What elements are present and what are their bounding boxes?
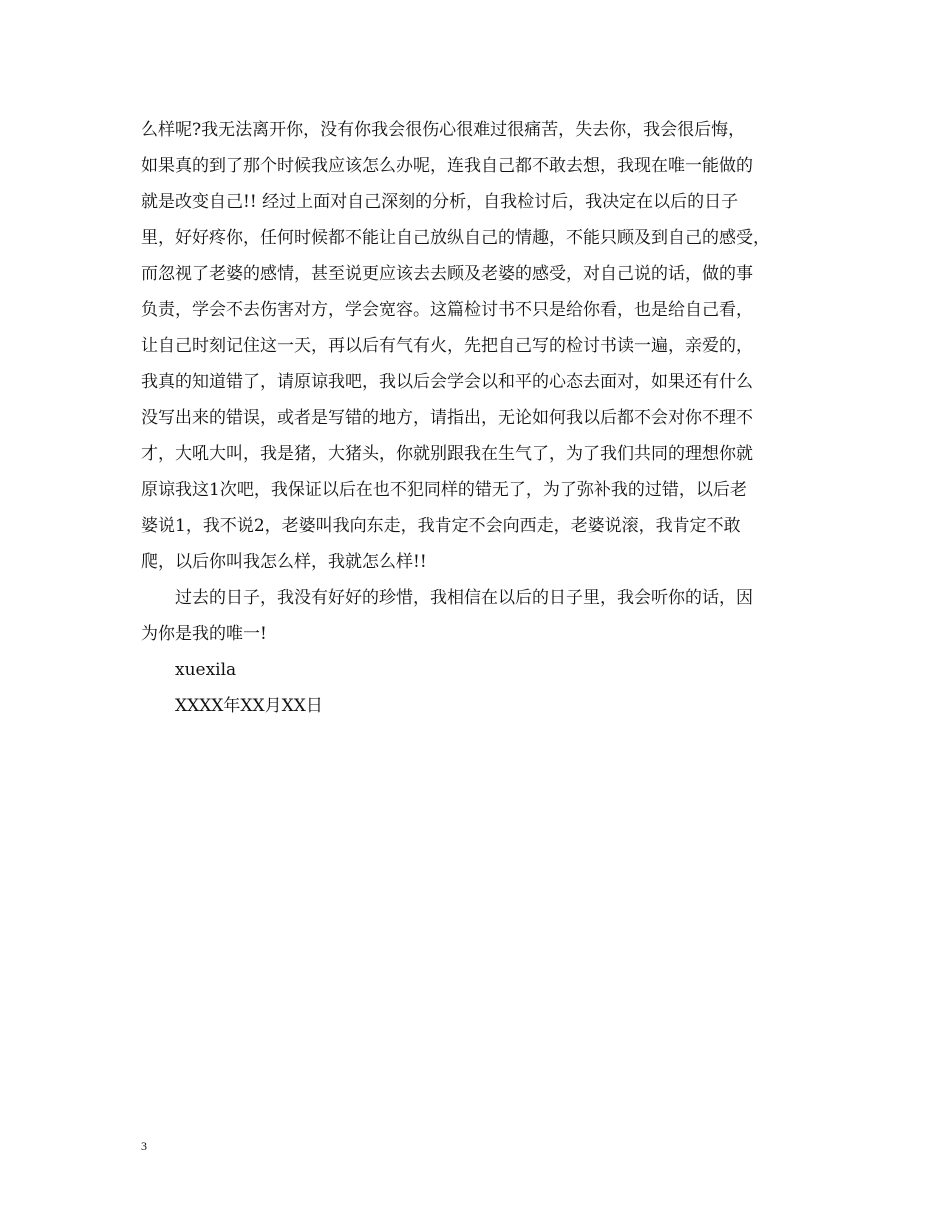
paragraph-line: 爬，以后你叫我怎么样，我就怎么样!! — [141, 552, 427, 572]
paragraph-line: 才，大吼大叫，我是猪，大猪头，你就别跟我在生气了，为了我们共同的理想你就 — [141, 444, 753, 464]
paragraph-line: 婆说1，我不说2，老婆叫我向东走，我肯定不会向西走，老婆说滚，我肯定不敢 — [141, 516, 741, 536]
paragraph-line: 么样呢?我无法离开你，没有你我会很伤心很难过很痛苦，失去你，我会很后悔， — [141, 120, 746, 140]
paragraph-line: 让自己时刻记住这一天，再以后有气有火，先把自己写的检讨书读一遍，亲爱的， — [141, 336, 753, 356]
paragraph-line: 为你是我的唯一! — [141, 624, 267, 644]
paragraph-line: 没写出来的错误，或者是写错的地方，请指出，无论如何我以后都不会对你不理不 — [141, 408, 753, 428]
paragraph-line: 而忽视了老婆的感情，甚至说更应该去去顾及老婆的感受，对自己说的话，做的事 — [141, 264, 753, 284]
paragraph-line: 里，好好疼你，任何时候都不能让自己放纵自己的情趣，不能只顾及到自己的感受， — [141, 228, 770, 248]
paragraph-line: 我真的知道错了，请原谅我吧，我以后会学会以和平的心态去面对，如果还有什么 — [141, 372, 753, 392]
paragraph-line: 原谅我这1次吧，我保证以后在也不犯同样的错无了，为了弥补我的过错，以后老 — [141, 480, 747, 500]
page-number: 3 — [141, 1139, 147, 1153]
paragraph-line: 过去的日子，我没有好好的珍惜，我相信在以后的日子里，我会听你的话，因 — [175, 588, 753, 608]
letter-body — [141, 112, 841, 724]
signature-date: XXXX年XX月XX日 — [175, 696, 323, 716]
signature-name: xuexila — [175, 660, 237, 680]
paragraph-line: 负责，学会不去伤害对方，学会宽容。这篇检讨书不只是给你看，也是给自己看， — [141, 300, 753, 320]
paragraph-line: 就是改变自己!! 经过上面对自己深刻的分析，自我检讨后，我决定在以后的日子 — [141, 192, 739, 212]
paragraph-line: 如果真的到了那个时候我应该怎么办呢，连我自己都不敢去想，我现在唯一能做的 — [141, 156, 753, 176]
